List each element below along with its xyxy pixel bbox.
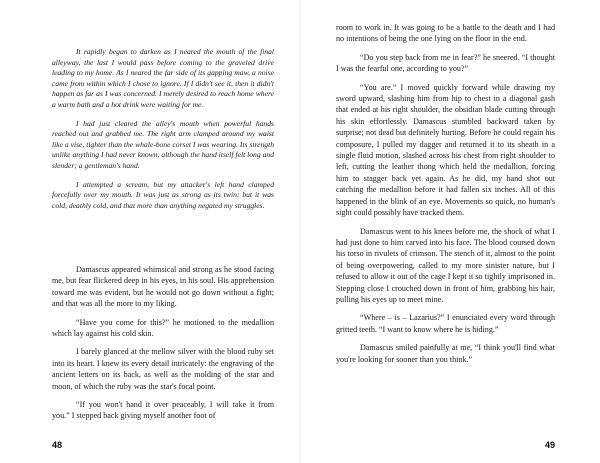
book-gutter — [299, 0, 301, 463]
right-page — [336, 0, 555, 463]
italic-paragraph: I attempted a scream, but my attacker's left hand clamped forcefully over my mouth. It was just as strong as its twin; but it was cold, deathly cold, and that more than anything negated my struggles. — [52, 179, 274, 210]
left-page — [52, 0, 274, 463]
italic-paragraph: It rapidly began to darken as I neared the mouth of the final alleyway, the last I would pass before coming to the graveled drive leading to my home. As I neared the far side of its gapping maw, a noise came from within which I chose to ignore. If I didn't see it, then it didn't happen as far as I was concerned. I merely desired to reach home where a warm bath and a hot drink were waiting for me. — [52, 47, 274, 109]
body-paragraph: room to work in. It was going to be a battle to the death and I had no intentions of being the one lying on the floor in the end. — [336, 23, 555, 44]
page-number-right: 49 — [544, 440, 555, 450]
italic-passage — [52, 47, 274, 219]
left-body-text — [52, 264, 274, 429]
body-paragraph: Damascus appeared whimsical and strong as he stood facing me, but fear flickered deep in his eyes, in his soul. His apprehension toward me was evident, but he would not go down without a fight; and that was all the more to my liking. — [52, 265, 274, 309]
body-paragraph: “Do you step back from me in fear?” he sneered. “I thought I was the fearful one, according to you?” — [336, 52, 555, 74]
body-paragraph: Damascus smiled painfully at me, “I think you'll find what you're looking for sooner than you think.” — [336, 343, 555, 364]
page-number-left: 48 — [52, 440, 63, 450]
body-paragraph: “If you won't hand it over peaceably, I will take it from you.” I stepped back giving myself another foot of — [52, 400, 274, 421]
body-paragraph: I barely glanced at the mellow silver with the blood ruby set into its heart. I knew its every detail intricately: the engraving of the ancient letters on its back, as well as the molding of the star and moon, of which the ruby was the star's focal point. — [52, 347, 274, 391]
body-paragraph: “You are.” I moved quickly forward while drawing my sword upward, slashing him from hip to chest in a diagonal gash that ended at his right shoulder, the obsidian blade cutting through his skin effortlessly. Damascus stumbled backward taken by surprise; not dead but definitely hurting. Before he could regain his composure, I pulled my dagger and returned it to its sheath in a single fluid motion, slashed across his chest from right shoulder to left, cutting the leather thong which held the medallion, forcing him to stagger back yet again. As he did, my hand shot out catching the medallion before it had fallen six inches. All of this happened in the blink of an eye. Movements so quick, no human's sight could possibly have tracked them. — [336, 82, 555, 218]
italic-paragraph: I had just cleared the alley's mouth when powerful hands reached out and grabbed me. The right arm clamped around my waist like a vise, tighter than the whale-bone corset I was wearing. Its strength unlike anything I had never known, although the hand itself felt long and slender; a gentleman's hand. — [52, 118, 274, 170]
body-paragraph: “Where – is – Lazarius?” I enunciated every word through gritted teeth. “I want to know where he is hiding.” — [336, 313, 555, 334]
body-paragraph: “Have you come for this?” he motioned to the medallion which lay against his cold skin. — [52, 317, 274, 339]
body-paragraph: Damascus went to his knees before me, the shock of what I had just done to him carved into his face. The blood coursed down his torso in rivulets of crimson. The stench of it, almost to the point of being overpowering, called to my more sinister nature, but I refused to allow it out of the cage I kept it so tightly imprisoned in. Stepping close I crouched down in front of him, grabbing his hair, pulling his eyes up to meet mine. — [336, 226, 555, 304]
right-body-text — [336, 22, 555, 372]
